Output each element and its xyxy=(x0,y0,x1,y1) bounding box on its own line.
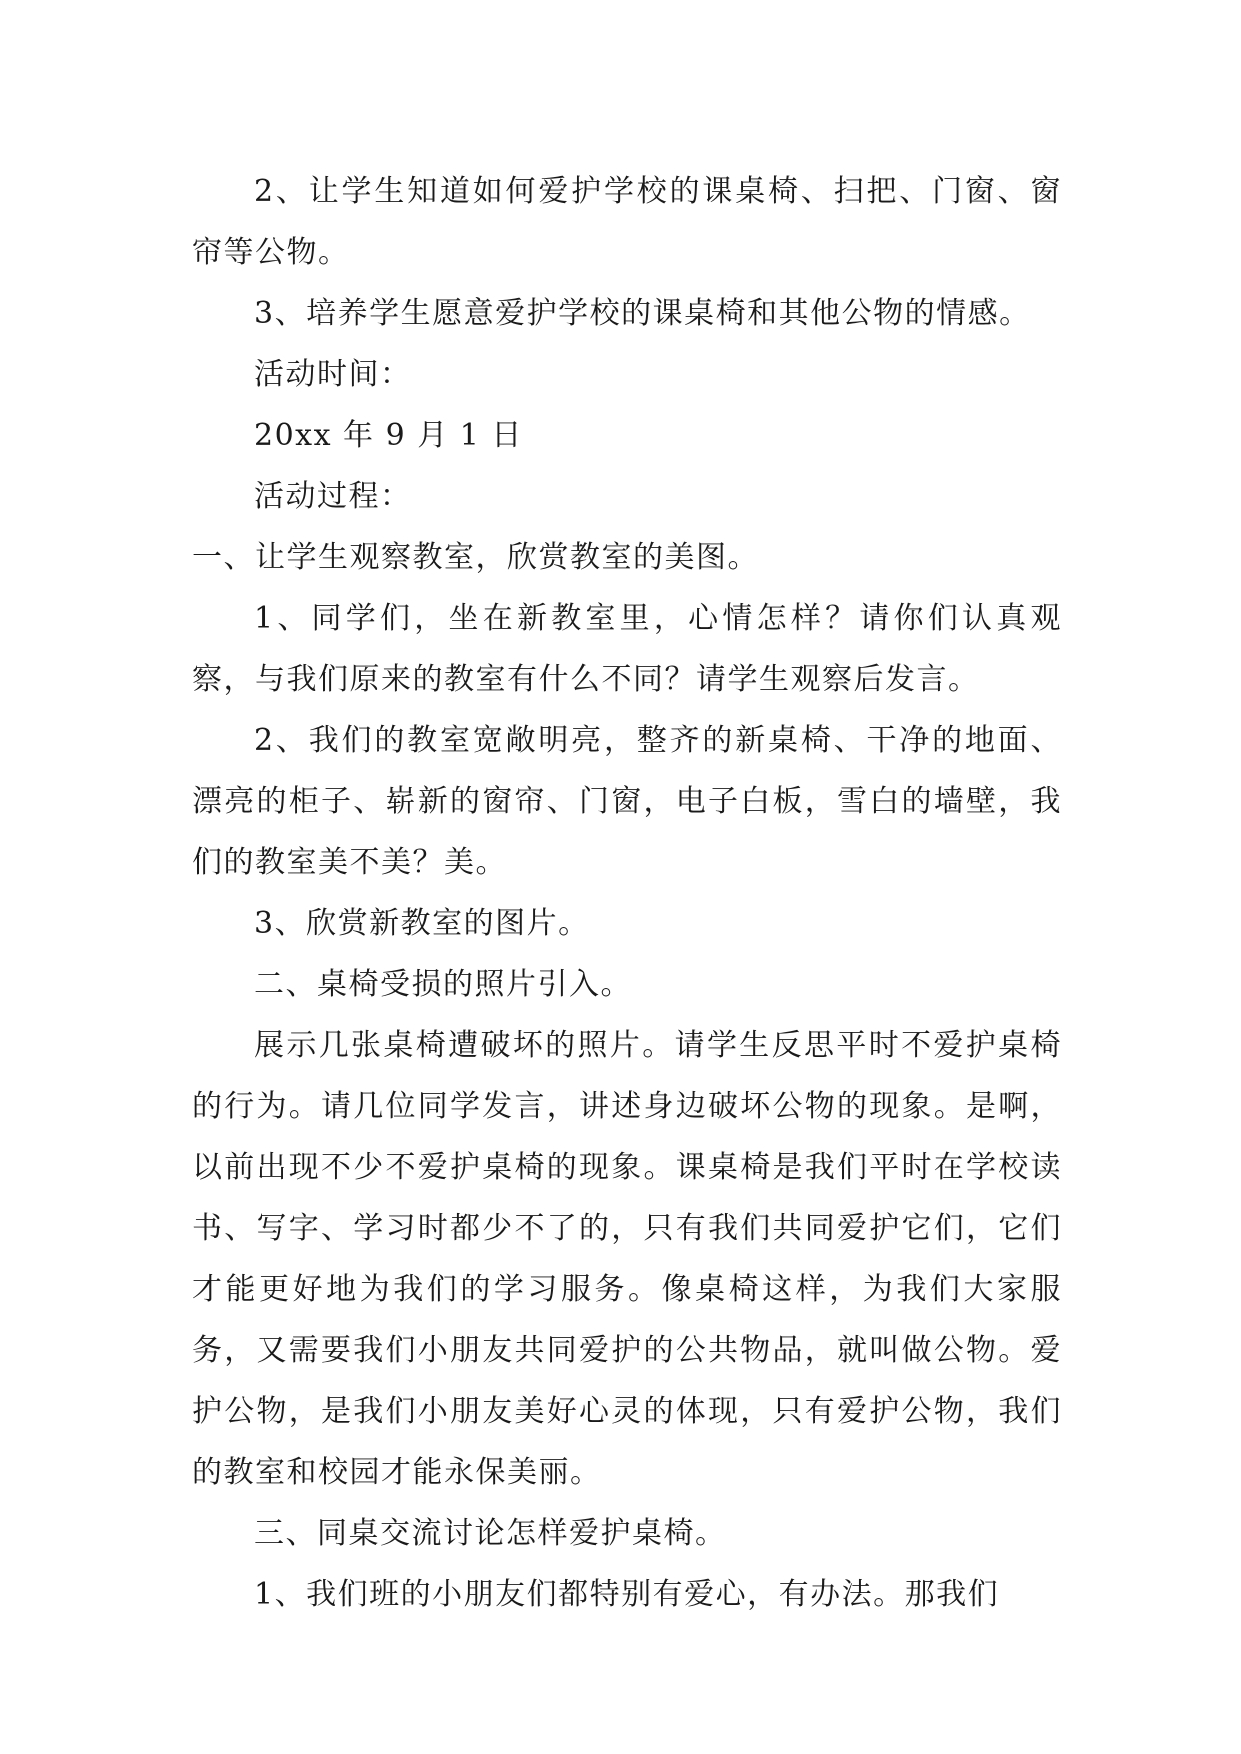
section-heading-1: 一、让学生观察教室，欣赏教室的美图。 xyxy=(192,540,759,575)
paragraph-step-1-1: 1、同学们，坐在新教室里，心情怎样？请你们认真观察，与我们原来的教室有什么不同？请学生观察后发言。 xyxy=(192,601,1062,697)
paragraph-activity-time-label: 活动时间： xyxy=(254,357,412,392)
paragraph-activity-date: 20xx 年 9 月 1 日 xyxy=(254,418,523,453)
paragraph-objective-3: 3、培养学生愿意爱护学校的课桌椅和其他公物的情感。 xyxy=(254,296,1031,331)
paragraph-objective-2: 2、让学生知道如何爱护学校的课桌椅、扫把、门窗、窗帘等公物。 xyxy=(192,174,1062,270)
paragraph-step-1-3: 3、欣赏新教室的图片。 xyxy=(254,906,590,941)
paragraph-step-3-1: 1、我们班的小朋友们都特别有爱心，有办法。那我们 xyxy=(254,1577,1000,1612)
paragraph-step-1-2: 2、我们的教室宽敞明亮，整齐的新桌椅、干净的地面、漂亮的柜子、崭新的窗帘、门窗，电子白板，雪白的墙壁，我们的教室美不美？美。 xyxy=(192,723,1062,880)
section-heading-2: 二、桌椅受损的照片引入。 xyxy=(254,967,632,1002)
section-heading-3: 三、同桌交流讨论怎样爱护桌椅。 xyxy=(254,1516,727,1551)
document-body xyxy=(192,161,1062,1625)
paragraph-section-2-body: 展示几张桌椅遭破坏的照片。请学生反思平时不爱护桌椅的行为。请几位同学发言，讲述身边破坏公物的现象。是啊，以前出现不少不爱护桌椅的现象。课桌椅是我们平时在学校读书、写字、学习时都少不了的，只有我们共同爱护它们，它们才能更好地为我们的学习服务。像桌椅这样，为我们大家服务，又需要我们小朋友共同爱护的公共物品，就叫做公物。爱护公物，是我们小朋友美好心灵的体现，只有爱护公物，我们的教室和校园才能永保美丽。 xyxy=(192,1028,1062,1490)
paragraph-activity-process-label: 活动过程： xyxy=(254,479,412,514)
